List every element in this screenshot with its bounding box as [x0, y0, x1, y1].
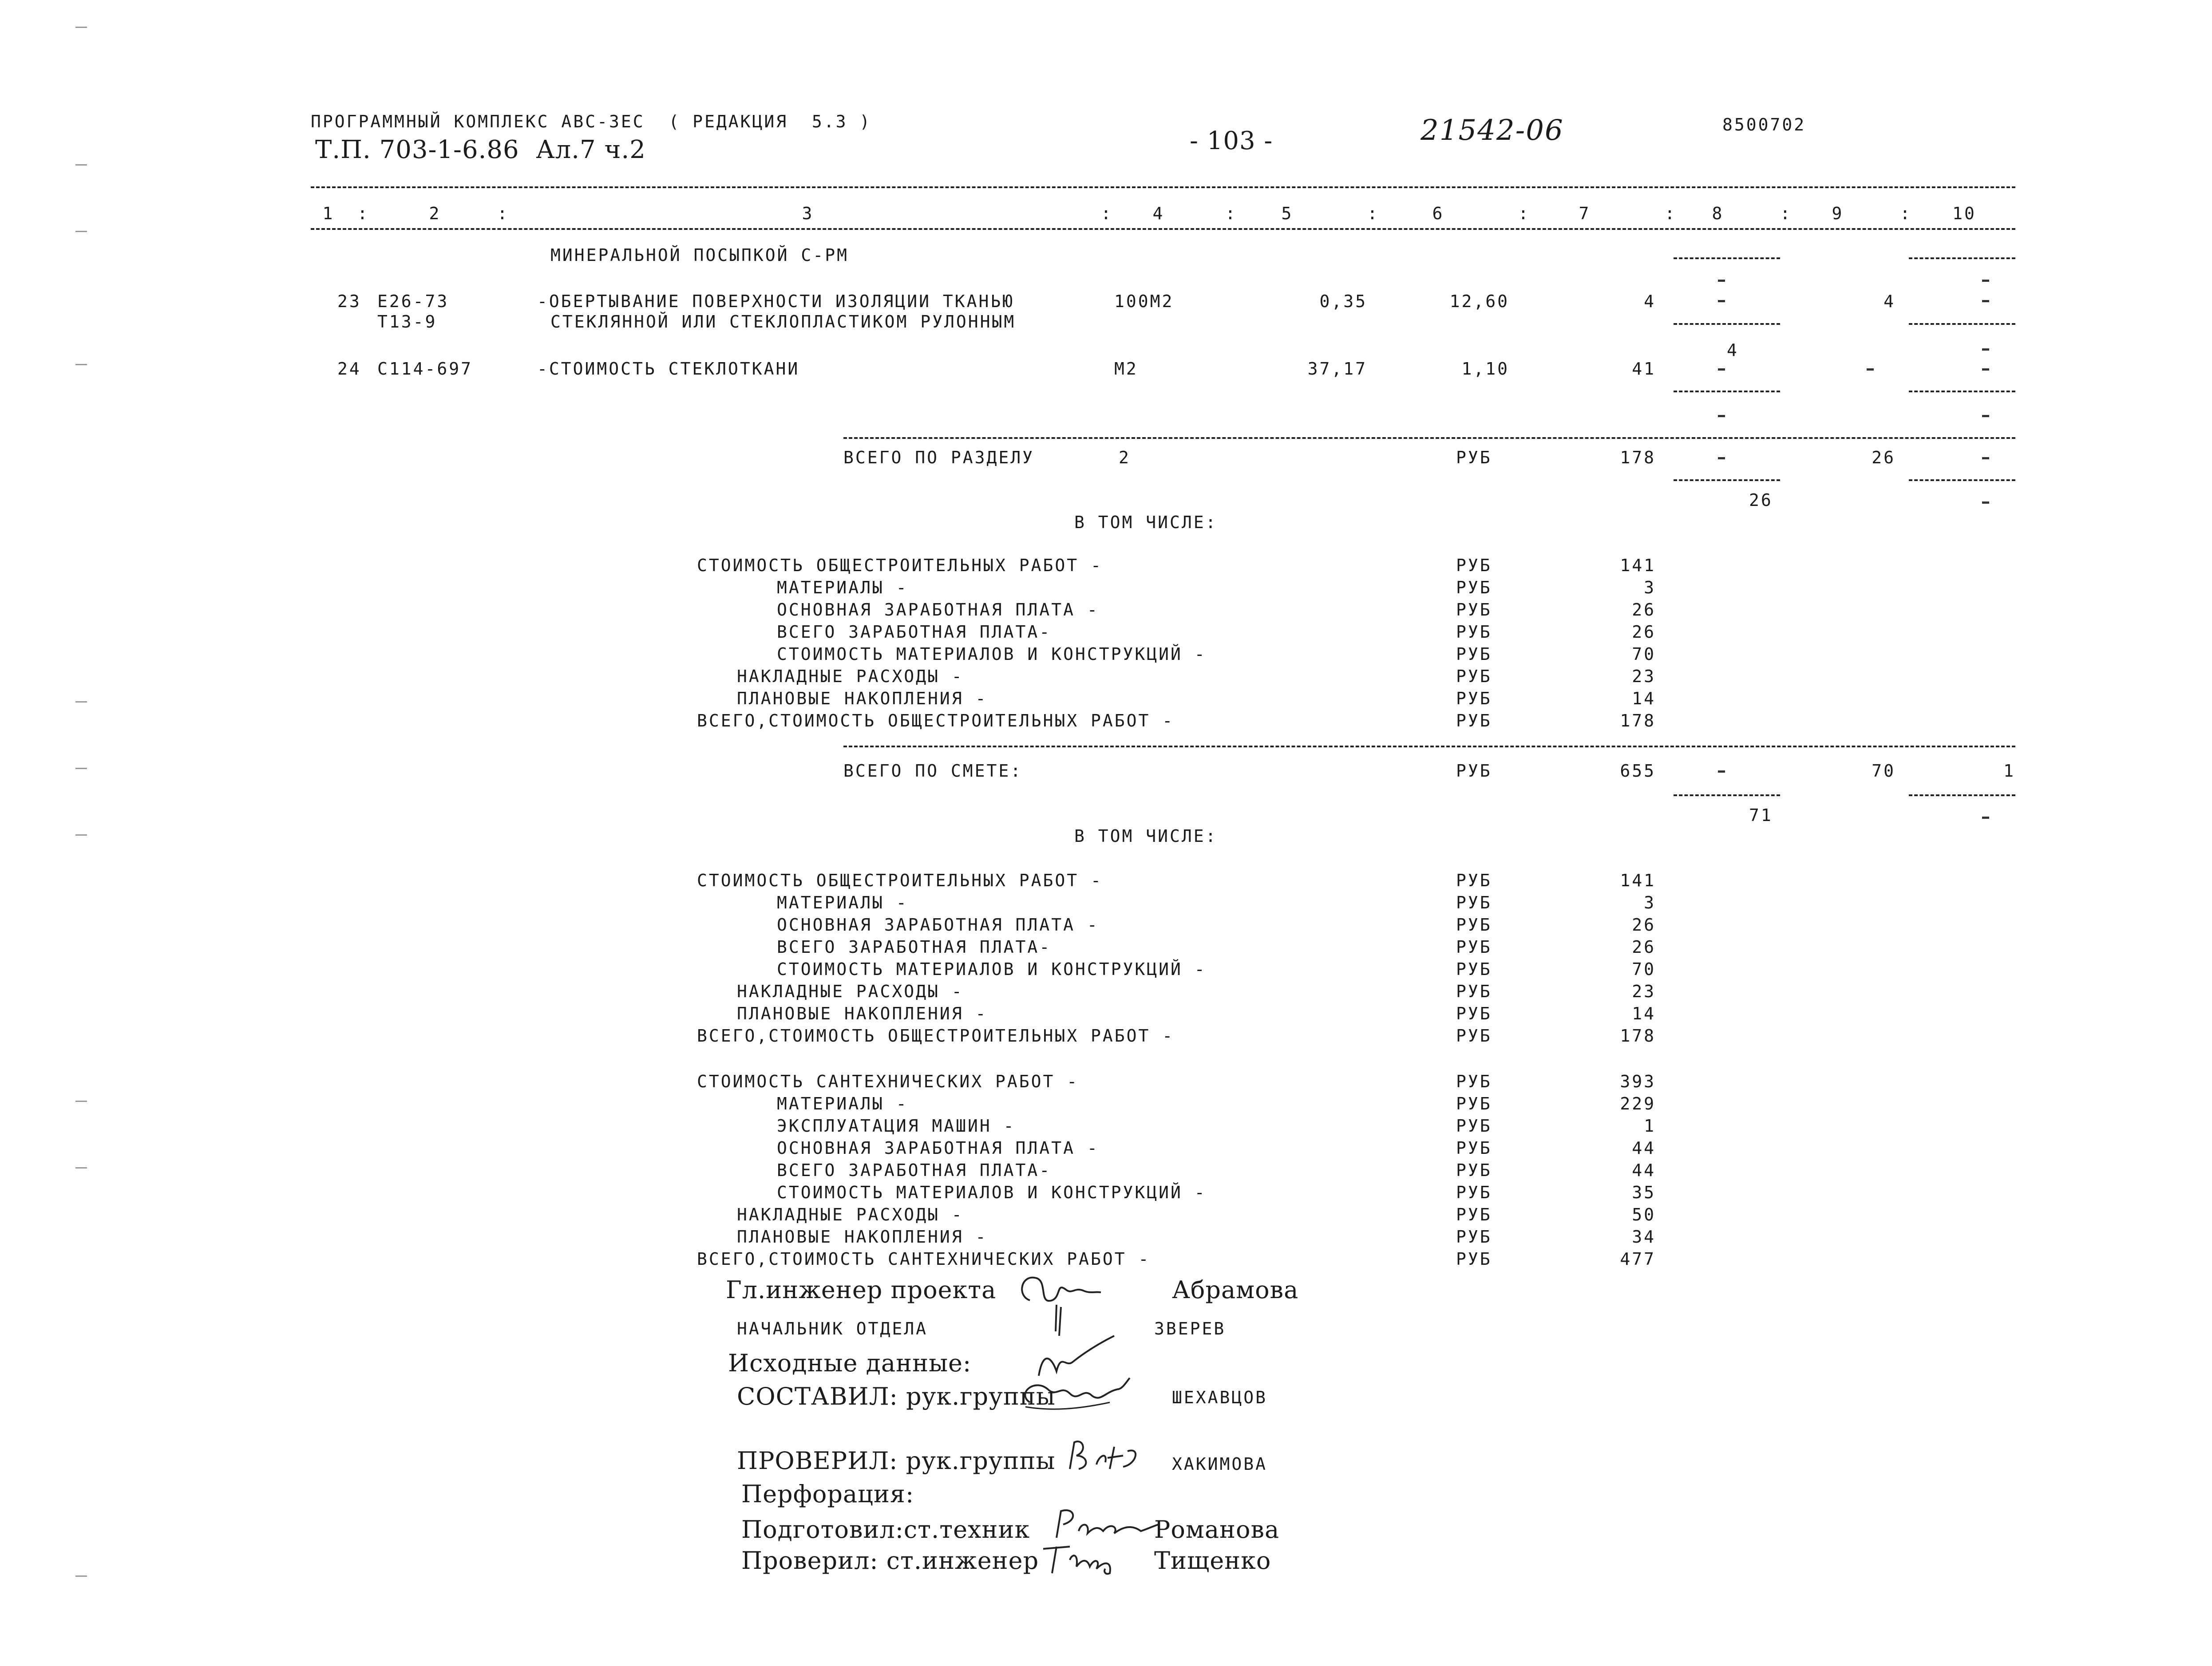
- col-7: 7: [1579, 204, 1591, 223]
- subcell-rule: [1674, 391, 1780, 392]
- breakdown-unit: РУБ: [1456, 622, 1492, 642]
- breakdown-value: 26: [1632, 937, 1656, 957]
- breakdown-unit: РУБ: [1456, 1072, 1492, 1091]
- breakdown-unit: РУБ: [1456, 1116, 1492, 1136]
- department-head-label: НАЧАЛЬНИК ОТДЕЛА: [737, 1319, 928, 1338]
- breakdown-label: СТОИМОСТЬ МАТЕРИАЛОВ И КОНСТРУКЦИЙ -: [777, 1183, 1207, 1202]
- margin-tick: [75, 834, 87, 836]
- breakdown-unit: РУБ: [1456, 1183, 1492, 1202]
- estimate-total-value: 655: [1620, 761, 1656, 781]
- verified-by-signature: [1039, 1540, 1128, 1575]
- section-number: 2: [1119, 448, 1131, 467]
- section-total-unit: РУБ: [1456, 448, 1492, 467]
- estimate-total-label: ВСЕГО ПО СМЕТЕ:: [843, 761, 1023, 781]
- col-8: 8: [1712, 204, 1724, 223]
- dash-mark: [1982, 501, 1989, 504]
- breakdown-value: 14: [1632, 689, 1656, 708]
- breakdown-label: ПЛАНОВЫЕ НАКОПЛЕНИЯ -: [737, 689, 988, 708]
- breakdown-label: ПЛАНОВЫЕ НАКОПЛЕНИЯ -: [737, 1004, 988, 1023]
- dash-mark: [1718, 280, 1725, 282]
- breakdown-unit: РУБ: [1456, 893, 1492, 912]
- section-total-label: ВСЕГО ПО РАЗДЕЛУ: [843, 448, 1035, 467]
- breakdown-label: НАКЛАДНЫЕ РАСХОДЫ -: [737, 1205, 964, 1224]
- margin-tick: [75, 701, 87, 703]
- dash-mark: [1982, 368, 1989, 371]
- dash-mark: [1982, 280, 1989, 282]
- document-number: 21542-06: [1421, 114, 1564, 147]
- subcell-rule: [1674, 323, 1780, 325]
- estimate-total-col8: 71: [1749, 805, 1773, 825]
- perforation-label: Перфорация:: [741, 1480, 914, 1508]
- prepared-by-label: Подготовил:ст.техник: [741, 1516, 1030, 1544]
- verified-by-name: Тищенко: [1154, 1547, 1271, 1575]
- breakdown-unit: РУБ: [1456, 1205, 1492, 1224]
- breakdown-label: НАКЛАДНЫЕ РАСХОДЫ -: [737, 667, 964, 686]
- row-price: 12,60: [1449, 292, 1509, 311]
- estimate-total-col9: 70: [1872, 761, 1895, 781]
- breakdown-value: 50: [1632, 1205, 1656, 1224]
- prepared-by-signature: [1048, 1507, 1163, 1542]
- row-total: 41: [1632, 359, 1656, 379]
- breakdown-unit: РУБ: [1456, 556, 1492, 575]
- row-number: 24: [337, 359, 361, 379]
- breakdown-label: СТОИМОСТЬ ОБЩЕСТРОИТЕЛЬНЫХ РАБОТ -: [697, 871, 1103, 890]
- breakdown-unit: РУБ: [1456, 1026, 1492, 1046]
- breakdown-value: 477: [1620, 1249, 1656, 1269]
- col-2: 2: [429, 204, 441, 223]
- row-quantity: 37,17: [1307, 359, 1367, 379]
- breakdown-value: 26: [1632, 915, 1656, 935]
- margin-tick: [75, 364, 87, 365]
- subcell-rule: [1674, 479, 1780, 481]
- breakdown-value: 393: [1620, 1072, 1656, 1091]
- dash-mark: [1718, 770, 1725, 773]
- section-rule: [843, 437, 2015, 439]
- margin-tick: [75, 164, 87, 166]
- breakdown-unit: РУБ: [1456, 915, 1492, 935]
- breakdown-value: 14: [1632, 1004, 1656, 1023]
- subcell-rule: [1674, 257, 1780, 259]
- prepared-by-name: Романова: [1154, 1516, 1280, 1544]
- breakdown-value: 178: [1620, 711, 1656, 730]
- breakdown-label: СТОИМОСТЬ МАТЕРИАЛОВ И КОНСТРУКЦИЙ -: [777, 644, 1207, 664]
- dash-mark: [1718, 457, 1725, 459]
- section-total-value: 178: [1620, 448, 1656, 467]
- breakdown-label: ВСЕГО ЗАРАБОТНАЯ ПЛАТА-: [777, 622, 1052, 642]
- section-total-col8: 26: [1749, 490, 1773, 510]
- breakdown-unit: РУБ: [1456, 982, 1492, 1001]
- breakdown-value: 141: [1620, 871, 1656, 890]
- breakdown-value: 3: [1644, 578, 1656, 597]
- breakdown-value: 178: [1620, 1026, 1656, 1046]
- breakdown-label: СТОИМОСТЬ ОБЩЕСТРОИТЕЛЬНЫХ РАБОТ -: [697, 556, 1103, 575]
- breakdown-label: ВСЕГО,СТОИМОСТЬ САНТЕХНИЧЕСКИХ РАБОТ -: [697, 1249, 1151, 1269]
- section-total-col9: 26: [1872, 448, 1895, 467]
- source-data-label: Исходные данные:: [728, 1349, 972, 1377]
- col-10: 10: [1952, 204, 1976, 223]
- breakdown-unit: РУБ: [1456, 1227, 1492, 1247]
- breakdown-unit: РУБ: [1456, 600, 1492, 620]
- breakdown-unit: РУБ: [1456, 1161, 1492, 1180]
- breakdown-unit: РУБ: [1456, 1094, 1492, 1113]
- margin-tick: [75, 1167, 87, 1169]
- col-4: 4: [1152, 204, 1165, 223]
- row-col9: 4: [1884, 292, 1895, 311]
- row-unit: М2: [1114, 359, 1138, 379]
- breakdown-value: 229: [1620, 1094, 1656, 1113]
- breakdown-label: ВСЕГО ЗАРАБОТНАЯ ПЛАТА-: [777, 1161, 1052, 1180]
- col-5: 5: [1281, 204, 1294, 223]
- chief-engineer-label: Гл.инженер проекта: [726, 1276, 997, 1304]
- breakdown-label: ПЛАНОВЫЕ НАКОПЛЕНИЯ -: [737, 1227, 988, 1247]
- breakdown-label: СТОИМОСТЬ САНТЕХНИЧЕСКИХ РАБОТ -: [697, 1072, 1079, 1091]
- row-code: Е26-73: [377, 292, 449, 311]
- checked-by-name: ХАКИМОВА: [1172, 1454, 1268, 1474]
- breakdown-value: 23: [1632, 667, 1656, 686]
- chief-engineer-name: Абрамова: [1172, 1276, 1299, 1304]
- breakdown-value: 26: [1632, 600, 1656, 620]
- breakdown-unit: РУБ: [1456, 871, 1492, 890]
- dash-mark: [1718, 368, 1725, 371]
- breakdown-value: 35: [1632, 1183, 1656, 1202]
- breakdown-value: 70: [1632, 644, 1656, 664]
- breakdown-label: ВСЕГО,СТОИМОСТЬ ОБЩЕСТРОИТЕЛЬНЫХ РАБОТ -: [697, 1026, 1175, 1046]
- breakdown-label: СТОИМОСТЬ МАТЕРИАЛОВ И КОНСТРУКЦИЙ -: [777, 959, 1207, 979]
- row-text: МИНЕРАЛЬНОЙ ПОСЫПКОЙ С-РМ: [550, 245, 849, 265]
- breakdown-label: ОСНОВНАЯ ЗАРАБОТНАЯ ПЛАТА -: [777, 600, 1099, 620]
- col-1: 1: [322, 204, 335, 223]
- margin-tick: [75, 27, 87, 28]
- compiled-by-name: ШЕХАВЦОВ: [1172, 1388, 1268, 1407]
- breakdown-unit: РУБ: [1456, 689, 1492, 708]
- breakdown-label: МАТЕРИАЛЫ -: [777, 893, 908, 912]
- subcell-rule: [1909, 323, 2015, 325]
- margin-tick: [75, 1575, 87, 1577]
- estimate-rule: [843, 746, 2015, 747]
- margin-tick: [75, 1101, 87, 1102]
- margin-tick: [75, 231, 87, 232]
- row-number: 23: [337, 292, 361, 311]
- breakdown-value: 34: [1632, 1227, 1656, 1247]
- project-line: Т.П. 703-1-6.86 Ал.7 ч.2: [315, 135, 646, 164]
- breakdown-label: МАТЕРИАЛЫ -: [777, 1094, 908, 1113]
- breakdown-value: 23: [1632, 982, 1656, 1001]
- breakdown-label: ВСЕГО ЗАРАБОТНАЯ ПЛАТА-: [777, 937, 1052, 957]
- compiled-by-signature: [1017, 1376, 1132, 1416]
- subcell-rule: [1909, 257, 2015, 259]
- breakdown-unit: РУБ: [1456, 711, 1492, 730]
- breakdown-unit: РУБ: [1456, 578, 1492, 597]
- row-text: -ОБЕРТЫВАНИЕ ПОВЕРХНОСТИ ИЗОЛЯЦИИ ТКАНЬЮ: [537, 292, 1015, 311]
- row-col8-top: 4: [1727, 340, 1739, 360]
- breakdown-unit: РУБ: [1456, 1138, 1492, 1158]
- breakdown-label: ОСНОВНАЯ ЗАРАБОТНАЯ ПЛАТА -: [777, 915, 1099, 935]
- dash-mark: [1718, 415, 1725, 417]
- row-text-secondary: СТЕКЛЯННОЙ ИЛИ СТЕКЛОПЛАСТИКОМ РУЛОННЫМ: [550, 312, 1016, 332]
- breakdown-value: 44: [1632, 1138, 1656, 1158]
- col-3: 3: [802, 204, 814, 223]
- department-head-name: ЗВЕРЕВ: [1154, 1319, 1226, 1338]
- row-unit: 100М2: [1114, 292, 1174, 311]
- verified-by-label: Проверил: ст.инженер: [741, 1547, 1039, 1575]
- row-code-secondary: Т13-9: [377, 312, 437, 332]
- col-6: 6: [1432, 204, 1444, 223]
- checked-by-signature: [1065, 1438, 1145, 1473]
- dash-mark: [1982, 457, 1989, 459]
- dash-mark: [1982, 415, 1989, 417]
- estimate-total-unit: РУБ: [1456, 761, 1492, 781]
- row-total: 4: [1644, 292, 1656, 311]
- dash-mark: [1982, 348, 1989, 351]
- subcell-rule: [1909, 479, 2015, 481]
- row-price: 1,10: [1461, 359, 1509, 379]
- row-quantity: 0,35: [1319, 292, 1367, 311]
- compiled-by-label: СОСТАВИЛ: рук.группы: [737, 1382, 1056, 1410]
- subcell-rule: [1674, 794, 1780, 796]
- breakdown-unit: РУБ: [1456, 644, 1492, 664]
- breakdown-unit: РУБ: [1456, 937, 1492, 957]
- including-label-2: В ТОМ ЧИСЛЕ:: [1074, 826, 1218, 846]
- dash-mark: [1982, 300, 1989, 302]
- dash-mark: [1982, 817, 1989, 819]
- estimate-page: ПРОГРАММНЫЙ КОМПЛЕКС АВС-3ЕС ( РЕДАКЦИЯ 5.3 ) Т.П. 703-1-6.86 Ал.7 ч.2 - 103 - 21542-06 8500702 1 2 3 4 5 6 7 8 9 10 : : : : : : : : : МИНЕРАЛЬНОЙ ПОСЫПКОЙ С-РМ 23 Е26-73 Т13-9 -ОБЕРТЫВАНИЕ ПОВЕРХНОСТИ ИЗОЛЯЦИИ ТКАНЬЮ СТЕКЛЯННОЙ ИЛИ СТЕКЛОПЛАСТИКОМ РУЛОННЫМ 100М2 0,35 12,60 4 4 4 24 С114-697 -СТОИМОСТЬ СТЕКЛОТКАНИ М2 37,17 1,10 41 ВСЕГО ПО РАЗДЕЛУ 2 РУБ 178 26 26 В ТОМ ЧИСЛЕ: СТОИМОСТЬ ОБЩЕСТРОИТЕЛЬНЫХ РАБОТ - РУБ 141 МАТЕРИАЛЫ - РУБ 3 ОСНОВНАЯ ЗАРАБОТНАЯ ПЛАТА - РУБ 26 ВСЕГО ЗАРАБОТНАЯ ПЛАТА- РУБ 26 СТОИМОСТЬ МАТЕРИАЛОВ И КОНСТРУКЦИЙ - РУБ 70 НАКЛАДНЫЕ РАСХОДЫ - РУБ 23 ПЛАНОВЫЕ НАКОПЛЕНИЯ - РУБ 14 ВСЕГО,СТОИМОСТЬ ОБЩЕСТРОИТЕЛЬНЫХ РАБОТ - РУБ 178 ВСЕГО ПО СМЕТЕ: РУБ 655 70 1 71 В ТОМ ЧИСЛЕ: СТОИМОСТЬ ОБЩЕСТРОИТЕЛЬНЫХ РАБОТ - РУБ 141 МАТЕРИАЛЫ - РУБ 3 ОСНОВНАЯ ЗАРАБОТНАЯ ПЛАТА - РУБ 26 ВСЕГО ЗАРАБОТНАЯ ПЛАТА- РУБ 26 СТОИМОСТЬ МАТЕРИАЛОВ И КОНСТРУКЦИЙ - РУБ 70 НАКЛАДНЫЕ РАСХОДЫ - РУБ 23 ПЛАНОВЫЕ НАКОПЛЕНИЯ - РУБ 14 ВСЕГО,СТОИМОСТЬ ОБЩЕСТРОИТЕЛЬНЫХ РАБОТ - РУБ 178 СТОИМОСТЬ САНТЕХНИЧЕСКИХ РАБОТ - РУБ 393 МАТЕРИАЛЫ - РУБ 229 ЭКСПЛУАТАЦИЯ МАШИН - РУБ 1 ОСНОВНАЯ ЗАРАБОТНАЯ ПЛАТА - РУБ 44 ВСЕГО ЗАРАБОТНАЯ ПЛАТА- РУБ 44 СТОИМОСТЬ МАТЕРИАЛОВ И КОНСТРУКЦИЙ - РУБ 35 НАКЛАДНЫЕ РАСХОДЫ - РУБ 50 ПЛАНОВЫЕ НАКОПЛЕНИЯ - РУБ 34 ВСЕГО,СТОИМОСТЬ САНТЕХНИЧЕСКИХ РАБОТ - РУБ 477 Гл.инженер проекта Абрамова НАЧАЛЬНИК ОТДЕЛА ЗВЕРЕВ Исходные данные: СОСТАВИЛ: рук.группы ШЕХАВЦОВ ПРОВЕРИЛ: рук.группы ХАКИМОВА Перфорация: Подготовил:ст.техник Романова Проверил: ст.инженер Тищенко: [0, 0, 2212, 1666]
- breakdown-value: 44: [1632, 1161, 1656, 1180]
- breakdown-label: ЭКСПЛУАТАЦИЯ МАШИН -: [777, 1116, 1016, 1136]
- page-number: - 103 -: [1190, 126, 1273, 155]
- estimate-total-col10: 1: [2003, 761, 2015, 781]
- dash-mark: [1867, 368, 1874, 371]
- breakdown-unit: РУБ: [1456, 667, 1492, 686]
- margin-tick: [75, 768, 87, 769]
- header-rule-top: [311, 186, 2015, 188]
- dash-mark: [1718, 300, 1725, 302]
- header-rule-bottom: [311, 228, 2015, 230]
- breakdown-label: НАКЛАДНЫЕ РАСХОДЫ -: [737, 982, 964, 1001]
- breakdown-value: 3: [1644, 893, 1656, 912]
- breakdown-value: 141: [1620, 556, 1656, 575]
- subcell-rule: [1909, 794, 2015, 796]
- breakdown-unit: РУБ: [1456, 1004, 1492, 1023]
- document-code: 8500702: [1722, 115, 1806, 134]
- row-code: С114-697: [377, 359, 473, 379]
- col-9: 9: [1832, 204, 1844, 223]
- breakdown-unit: РУБ: [1456, 959, 1492, 979]
- including-label: В ТОМ ЧИСЛЕ:: [1074, 513, 1218, 532]
- breakdown-value: 1: [1644, 1116, 1656, 1136]
- breakdown-label: МАТЕРИАЛЫ -: [777, 578, 908, 597]
- program-line: ПРОГРАММНЫЙ КОМПЛЕКС АВС-3ЕС ( РЕДАКЦИЯ 5.3 ): [311, 112, 872, 131]
- subcell-rule: [1909, 391, 2015, 392]
- breakdown-value: 70: [1632, 959, 1656, 979]
- row-text: -СТОИМОСТЬ СТЕКЛОТКАНИ: [537, 359, 800, 379]
- breakdown-label: ОСНОВНАЯ ЗАРАБОТНАЯ ПЛАТА -: [777, 1138, 1099, 1158]
- breakdown-unit: РУБ: [1456, 1249, 1492, 1269]
- breakdown-label: ВСЕГО,СТОИМОСТЬ ОБЩЕСТРОИТЕЛЬНЫХ РАБОТ -: [697, 711, 1175, 730]
- checked-by-label: ПРОВЕРИЛ: рук.группы: [737, 1447, 1056, 1475]
- breakdown-value: 26: [1632, 622, 1656, 642]
